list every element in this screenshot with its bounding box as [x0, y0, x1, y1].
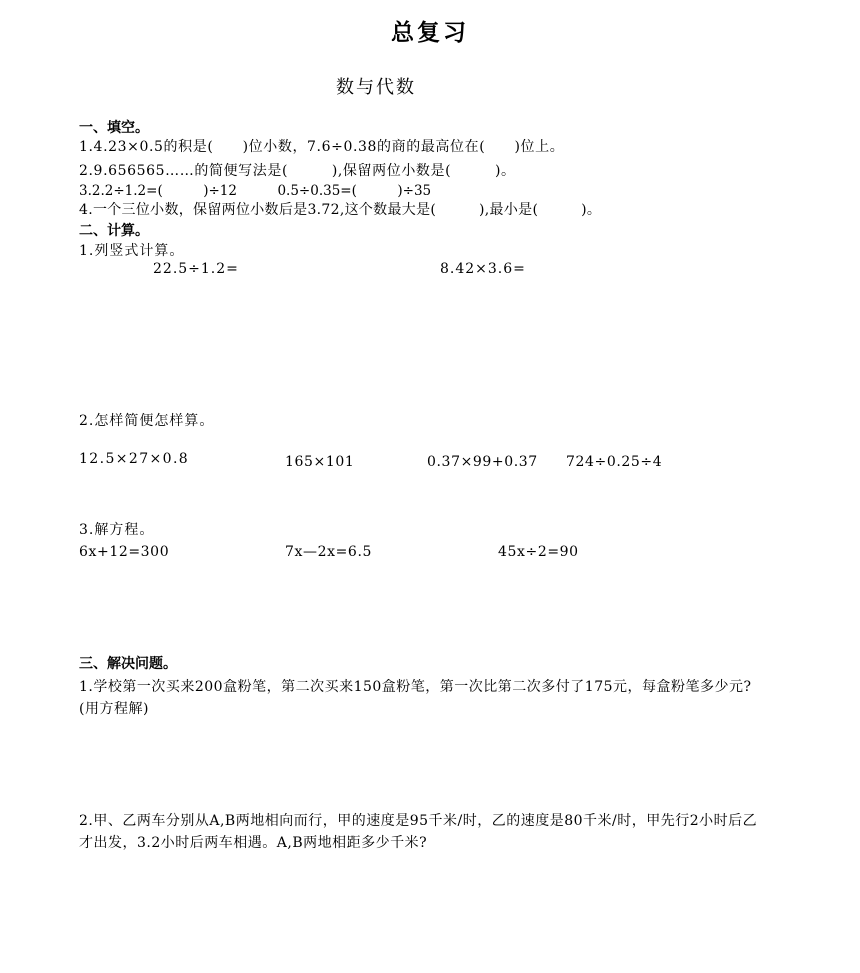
vertical-calc-item: 22.5÷1.2=: [153, 261, 239, 277]
simplify-label: 2.怎样简便怎样算。: [79, 413, 215, 429]
section-heading-problems: 三、解决问题。: [79, 656, 177, 672]
fill-question-1: 1.4.23×0.5的积是( )位小数，7.6÷0.38的商的最高位在( )位上。: [79, 139, 565, 155]
fill-question-4: 4.一个三位小数，保留两位小数后是3.72,这个数最大是( ),最小是( )。: [79, 202, 602, 218]
equation-item: 45x÷2=90: [498, 544, 579, 560]
simplify-item: 12.5×27×0.8: [79, 451, 190, 467]
simplify-item: 165×101: [285, 454, 355, 470]
equation-item: 7x—2x=6.5: [285, 544, 373, 560]
vertical-calc-item: 8.42×3.6=: [440, 261, 526, 277]
simplify-item: 724÷0.25÷4: [566, 454, 663, 470]
word-problem-2: 2.甲、乙两车分别从A,B两地相向而行，甲的速度是95千米/时，乙的速度是80千米/时，甲先行2小时后乙才出发，3.2小时后两车相遇。A,B两地相距多少千米?: [79, 813, 758, 851]
section-heading-calc: 二、计算。: [79, 223, 149, 239]
vertical-calc-label: 1.列竖式计算。: [79, 243, 185, 259]
section-heading-fill: 一、填空。: [79, 120, 149, 136]
page-subtitle: 数与代数: [336, 77, 416, 98]
simplify-item: 0.37×99+0.37: [427, 454, 538, 470]
equation-item: 6x+12=300: [79, 544, 170, 560]
equations-label: 3.解方程。: [79, 522, 155, 538]
page-title: 总复习: [391, 20, 469, 46]
fill-question-3: 3.2.2÷1.2=( )÷12 0.5÷0.35=( )÷35: [79, 183, 432, 199]
fill-question-2: 2.9.656565……的简便写法是( ),保留两位小数是( )。: [79, 163, 516, 179]
word-problem-1: 1.学校第一次买来200盒粉笔，第二次买来150盒粉笔，第一次比第二次多付了175元，每盒粉笔多少元?(用方程解): [79, 679, 752, 717]
